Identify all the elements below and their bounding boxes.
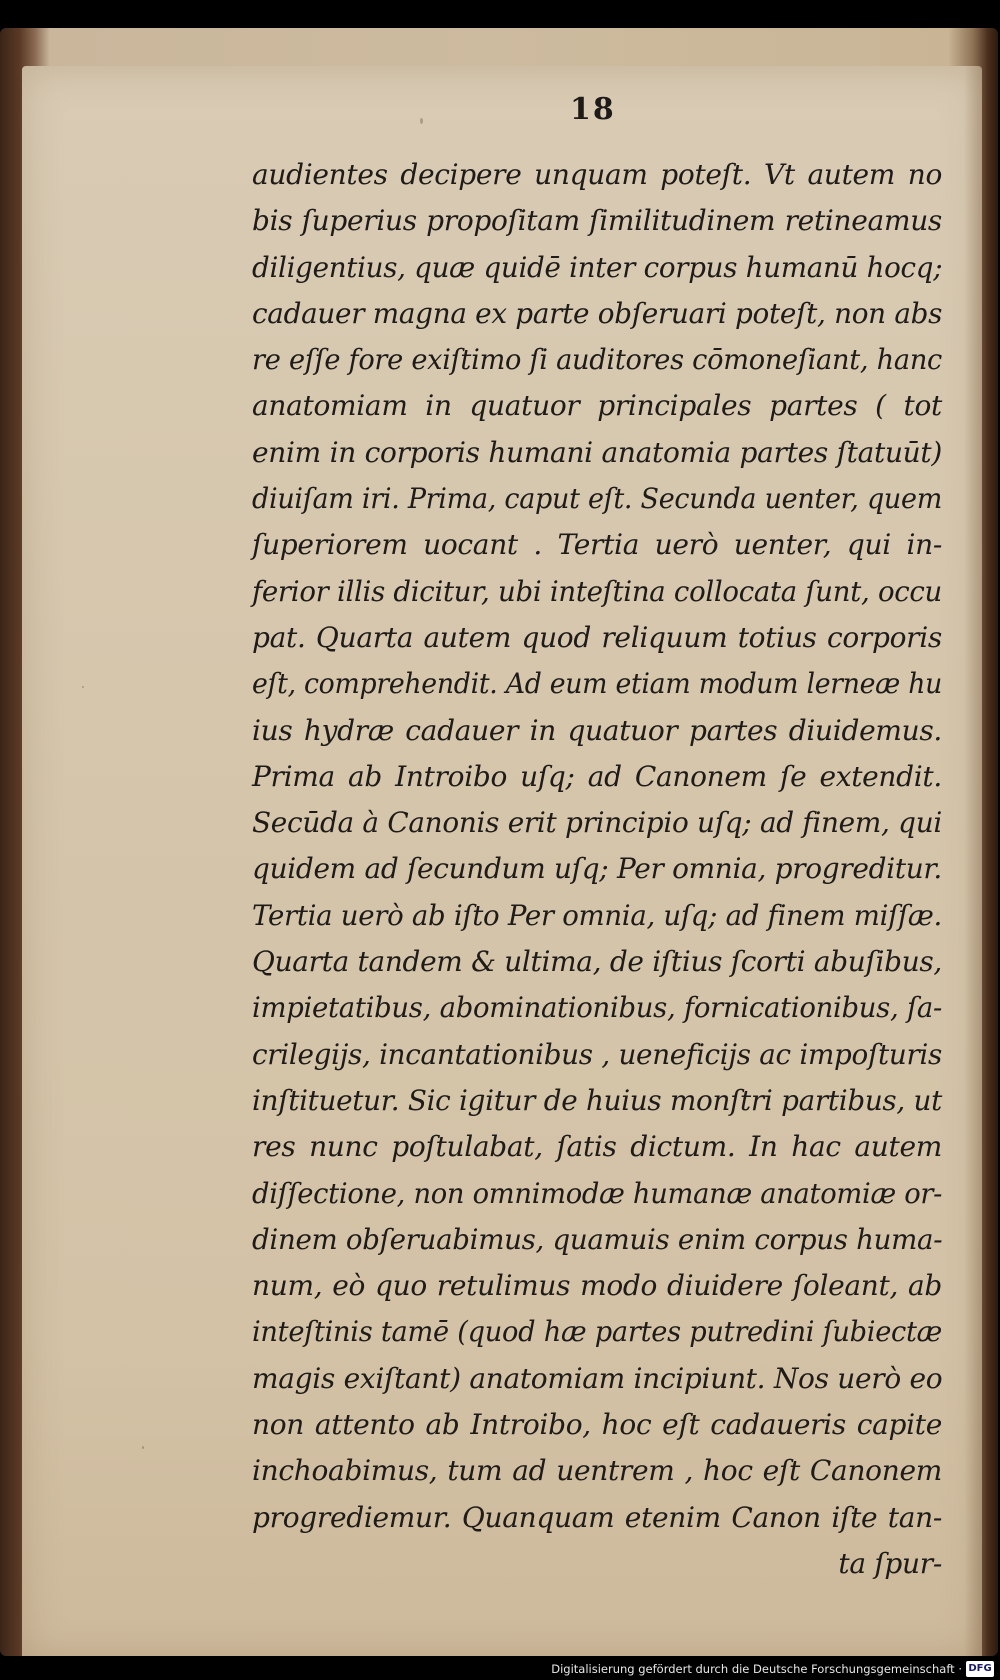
- text-line: anatomiam in quatuor principales partes ( tot: [252, 389, 942, 423]
- text-line: diſſectione, non omnimodæ humanæ anatomiæ or-: [252, 1176, 943, 1210]
- text-line: progrediemur. Quanquam etenim Canon iſte tan-: [252, 1500, 942, 1534]
- paper-speck: [420, 118, 423, 124]
- text-line: ſuperiorem uocant . Tertia uerò uenter, qui in-: [252, 528, 942, 562]
- text-line: res nunc poſtulabat, ſatis dictum. In hac autem: [252, 1130, 942, 1164]
- text-line: audientes decipere unquam poteſt. Vt autem no: [252, 158, 942, 191]
- text-line: diuiſam iri. Prima, caput eſt. Secunda uenter, quem: [252, 482, 942, 516]
- text-line: diligentius, quæ quidē inter corpus humanū hocq;: [252, 250, 943, 284]
- text-line: crilegijs, incantationibus , ueneficijs ac impoſturis: [252, 1037, 942, 1071]
- text-line: dinem obſeruabimus, quamuis enim corpus huma-: [252, 1222, 943, 1256]
- paper-speck: [142, 1446, 144, 1449]
- page-text-block: [252, 152, 942, 1587]
- text-line: inſtituetur. Sic igitur de huius monſtri partibus, ut: [252, 1083, 942, 1117]
- text-line: cadauer magna ex parte obſeruari poteſt, non abs: [252, 296, 943, 330]
- text-line: impietatibus, abominationibus, fornicationibus, ſa-: [252, 991, 942, 1025]
- text-line: magis exiſtant) anatomiam incipiunt. Nos uerò eo: [252, 1361, 943, 1395]
- text-line: inchoabimus, tum ad uentrem , hoc eſt Canonem: [252, 1454, 942, 1488]
- text-line: re eſſe fore exiſtimo ſi auditores cōmoneſiant, hanc: [252, 343, 942, 377]
- text-line: inteſtinis tamē (quod hæ partes putredini ſubiectæ: [252, 1315, 942, 1349]
- dfg-logo-icon: DFG: [966, 1661, 994, 1677]
- text-line: num, eò quo retulimus modo diuidere ſoleant, ab: [252, 1269, 942, 1303]
- text-line: pat. Quarta autem quod reliquum totius corporis: [252, 620, 942, 654]
- footer-credit: Digitalisierung gefördert durch die Deutsche Forschungsgemeinschaft ·: [551, 1662, 962, 1676]
- text-line: Prima ab Introibo uſq; ad Canonem ſe extendit.: [252, 759, 942, 793]
- text-line: quidem ad ſecundum uſq; Per omnia, progreditur.: [252, 852, 942, 886]
- text-line: Quarta tandem & ultima, de iſtius ſcorti abuſibus,: [252, 945, 942, 979]
- text-line: bis ſuperius propoſitam ſimilitudinem retineamus: [252, 204, 942, 238]
- page-edge-shadow: [964, 66, 982, 1661]
- text-line: Tertia uerò ab iſto Per omnia, uſq; ad finem miſſæ.: [252, 898, 942, 932]
- text-line: Secūda à Canonis erit principio uſq; ad finem, qui: [252, 806, 942, 840]
- page-number: 18: [570, 92, 616, 127]
- text-line: non attento ab Introibo, hoc eſt cadaueris capite: [252, 1408, 942, 1442]
- text-line: ferior illis dicitur, ubi inteſtina collocata ſunt, occu: [252, 574, 942, 608]
- catchword: ta ſpur-: [838, 1546, 942, 1580]
- text-line: ius hydræ cadauer in quatuor partes diuidemus.: [252, 713, 942, 747]
- text-line: eſt, comprehendit. Ad eum etiam modum lerneæ hu: [252, 667, 943, 701]
- paper-speck: [82, 686, 84, 688]
- text-line: enim in corporis humani anatomia partes ſtatuūt): [252, 435, 942, 469]
- footer-bar: [0, 1656, 1000, 1680]
